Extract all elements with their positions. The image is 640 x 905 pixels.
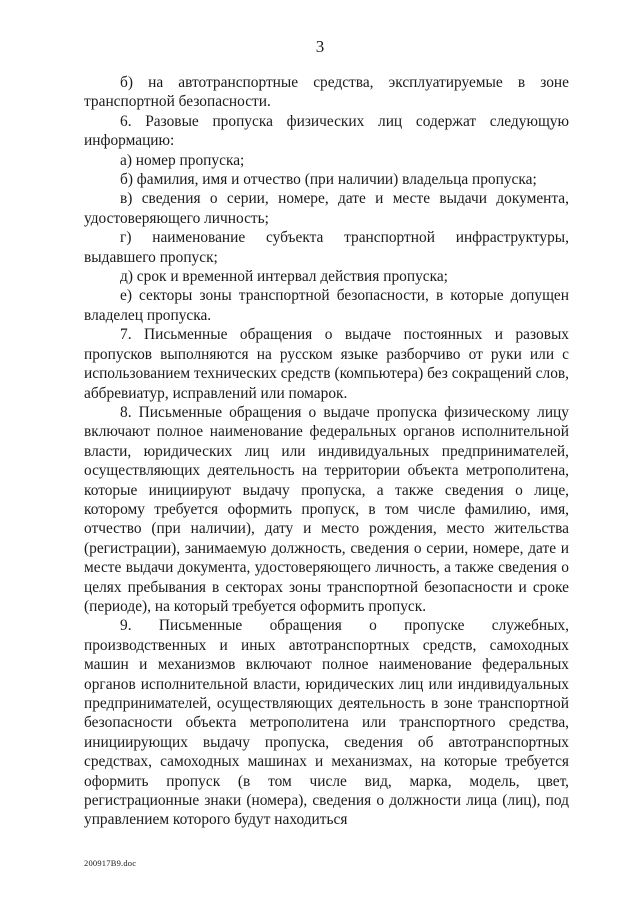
paragraph: д) срок и временной интервал действия пропуска; bbox=[120, 268, 448, 286]
paragraph: е) секторы зоны транспортной безопасности, в которые допущен владелец пропуска. bbox=[84, 287, 569, 324]
paragraph: а) номер пропуска; bbox=[120, 151, 245, 169]
paragraph: б) фамилия, имя и отчество (при наличии) владельца пропуска; bbox=[120, 171, 537, 189]
document-file-code: 200917В9.doc bbox=[84, 858, 137, 868]
page-number: 3 bbox=[315, 37, 325, 56]
paragraph: в) сведения о серии, номере, дате и месте выдачи документа, удостоверяющего личность; bbox=[84, 190, 569, 227]
document-body bbox=[84, 73, 569, 830]
paragraph: 7. Письменные обращения о выдаче постоянных и разовых пропусков выполняются на русском языке разборчиво от руки или с использованием технических средств (компьютера) без сокращений слов, аббревиатур, исправлений или помарок. bbox=[84, 326, 569, 402]
paragraph: 8. Письменные обращения о выдаче пропуска физическому лицу включают полное наименование федеральных органов исполнительной власти, юридических лиц или индивидуальных предпринимателей, осуществляющих деятельность на территории объекта метрополитена, которые инициируют выдачу пропуска, а также сведения о лице, которому требуется оформить пропуск, в том числе фамилию, имя, отчество (при наличии), дату и место рождения, место жительства (регистрации), занимаемую должность, сведения о серии, номере, дате и месте выдачи документа, удостоверяющего личность, а также сведения о целях пребывания в секторах зоны транспортной безопасности и сроке (периоде), на который требуется оформить пропуск. bbox=[84, 403, 569, 615]
paragraph: б) на автотранспортные средства, эксплуатируемые в зоне транспортной безопасности. bbox=[84, 74, 569, 111]
paragraph: 6. Разовые пропуска физических лиц содержат следующую информацию: bbox=[84, 112, 569, 150]
paragraph: г) наименование субъекта транспортной инфраструктуры, выдавшего пропуск; bbox=[84, 229, 569, 266]
paragraph: 9. Письменные обращения о пропуске служебных, производственных и иных автотранспортных средств, самоходных машин и механизмов включают полное наименование федеральных органов исполнительной власти, юридических лиц или индивидуальных предпринимателей, осуществляющих деятельность в зоне транспортной безопасности объекта метрополитена или транспортного средства, инициирующих выдачу пропуска, сведения об автотранспортных средствах, самоходных машинах и механизмах, на которые требуется оформить пропуск (в том числе вид, марка, модель, цвет, регистрационные знаки (номера), сведения о должности лица (лиц), под управлением которого будут находиться bbox=[84, 617, 569, 829]
